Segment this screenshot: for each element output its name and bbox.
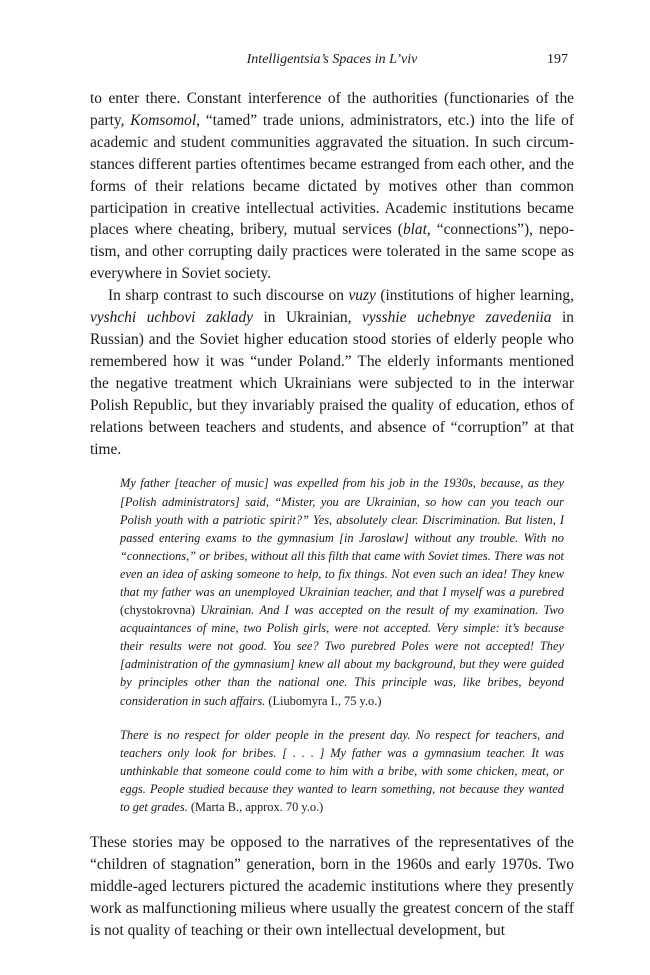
running-title: Intelligentsia’s Spaces in L’viv (246, 52, 418, 67)
text-run: , “connections”), nepotism, and other corrupting daily practices were tolerated in the same scope as everywhere in Soviet society. (90, 221, 574, 283)
book-page (90, 52, 574, 942)
text-run: vuzy (348, 287, 376, 305)
body-text (90, 88, 574, 942)
paragraph-3 (90, 832, 574, 942)
page-number: 197 (547, 52, 568, 67)
running-header (90, 52, 574, 74)
block-quote-2 (120, 726, 564, 816)
text-run: , “tamed” trade unions, administrators, etc.) into the life of academic and student communities aggravated the situation. In such circumstances different parties oftentimes became estranged from each other, and the forms of their relations became dictated by motives other than common participation in creative intellectual activities. Academic institutions became places where cheating, bribery, mutual services ( (90, 111, 574, 239)
text-run: blat (402, 221, 427, 239)
text-run: (Marta B., approx. 70 y.o.) (187, 800, 324, 814)
text-run: vyshchi uchbovi zaklady (90, 309, 253, 327)
text-run: There is no respect for older people in the present day. No respect for teachers, and teachers only look for bribes. [ . . . ] My father was a gymnasium teacher. It was unthinkable that someone could come to him with a bribe, with some chicken, meat, or eggs. People studied because they wanted to learn something, not because they wanted to get grades. (120, 727, 564, 814)
text-run: Ukrainian. And I was accepted on the result of my examination. Two acquaintances of mine, two Polish girls, were not accepted. Very simple: it’s because their results were not good. You see? Two purebred Poles were not accepted! They [administration of the gymnasium] knew all about my background, but they were guided by principles other than the national one. This principle was, like bribes, beyond consideration in such affairs. (120, 603, 564, 708)
text-run: (institutions of higher learning, (375, 287, 574, 305)
text-run: to enter there. Constant interference of the authorities (functionaries of the party, (90, 90, 574, 129)
text-run: in Ukrainian, (252, 309, 362, 327)
text-run: (chystokrovna) (120, 603, 196, 618)
paragraph-1 (90, 88, 574, 285)
text-run: These stories may be opposed to the narratives of the representatives of the “children of stagnation” generation, born in the 1960s and early 1970s. Two middle-aged lecturers pictured the academic institutions where they presently work as malfunctioning milieus where usually the greatest concern of the staff is not quality of teaching or their own intellectual development, but (90, 834, 574, 939)
block-quote-1 (120, 474, 564, 709)
text-run: Komsomol (130, 111, 197, 129)
paragraph-2 (90, 285, 574, 460)
text-run: vysshie uchebnye zavedeniia (362, 309, 552, 327)
text-run: In sharp contrast to such discourse on (108, 287, 349, 305)
text-run: (Liubomyra I., 75 y.o.) (265, 693, 382, 708)
text-run: My father [teacher of music] was expelled from his job in the 1930s, because, as they [Polish administrators] said, “Mister, you are Ukrainian, so how can you teach our Polish youth with a patriotic spirit?” Yes, absolutely clear. Discrimination. But listen, I passed entering exams to the gymnasium [in Jaroslaw] without any trouble. With no “connections,” or bribes, without all this filth that came with Soviet times. There was not even an idea of asking someone to help, to fix things. Not even such an idea! They knew that my father was an unemployed Ukrainian teacher, and that I myself was a purebred (120, 476, 564, 599)
text-run: in Russian) and the Soviet higher education stood stories of elderly people who remembered how it was “under Poland.” The elderly informants mentioned the negative treatment which Ukrainians were subjected to in the interwar Polish Republic, but they invariably praised the quality of education, ethos of relations between teachers and students, and absence of “corruption” at that time. (90, 309, 574, 458)
